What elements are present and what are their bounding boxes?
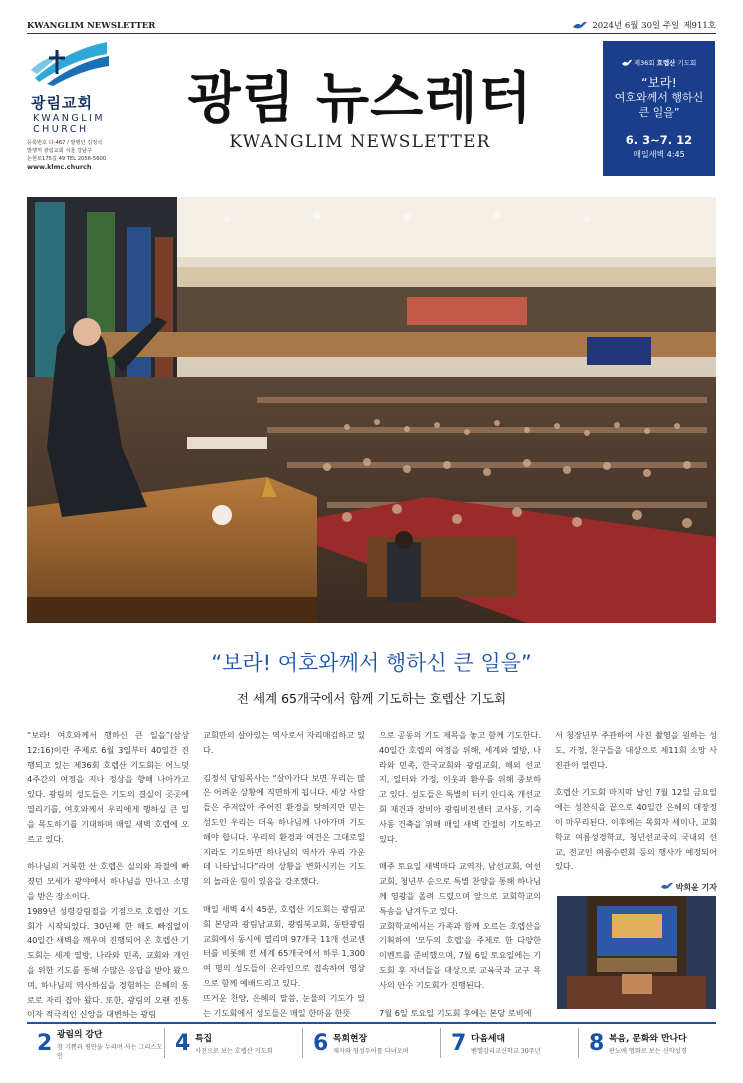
promo-quote-line: 여호와께서 행하신 — [614, 91, 704, 104]
footer-item-page-6[interactable] — [303, 1028, 441, 1058]
church-logo-icon — [27, 40, 111, 88]
page-number: 7 — [451, 1030, 467, 1056]
article-column-2 — [203, 728, 365, 1033]
publication-info-line: 논현로175길 49 TEL 2056-5600 — [27, 156, 107, 162]
article-paragraph: 호렙산 기도회 마지막 날인 7월 12일 금요일에는 성찬식을 끝으로 40일간 은혜의 대장정이 마무리된다. 이후에는 목회자 세미나, 교회학교 여름성경학교, 청년선교국의 국내외 선교, 전교인 여름수련회 등의 행사가 예정되어 있다. — [555, 787, 717, 872]
article-paragraph: 서 청장년부 주관하여 사진 촬영을 원하는 성도, 가정, 친구들을 대상으로 제11회 소망 사진관이 열린다. — [555, 730, 717, 770]
dove-icon — [572, 20, 588, 30]
inset-photo — [557, 896, 716, 1009]
promo-quote-line: 큰 일을” — [638, 106, 680, 119]
article-headline: “보라! 여호와께서 행하신 큰 일을” — [211, 651, 532, 675]
section-title: 다음세대 — [471, 1034, 505, 1044]
article-paragraph: 1989년 성령강림절을 기점으로 호렙산 기도회가 시작되었다. 30년째 한 해도 빠짐없이 40일간 새벽을 깨우며 진행되어 온 호렙산 기도회는 세계 열방, 나라와 민족, 교회와 개인을 위한 기도를 통해 수많은 응답을 받아 왔으며, 하나님의 역사하심을 경험하는 은혜의 통로로 자리 잡아 왔다. 또한, 광림의 오랜 전통이자 적극적인 신앙을 대변하는 광림 — [27, 905, 189, 1020]
section-title: 특집 — [195, 1034, 212, 1044]
church-name-en-2: CHURCH — [33, 124, 89, 135]
masthead-title: 광림 뉴스레터 — [187, 66, 533, 130]
page-number: 6 — [313, 1030, 329, 1056]
publication-info-line: 발행처 광림교회 서울 강남구 — [27, 148, 93, 154]
article-paragraph: 교회만의 살아있는 역사로서 자리매김하고 있다. — [203, 730, 365, 755]
footer-item-page-8[interactable] — [579, 1028, 716, 1058]
promo-time: 매일새벽 4:45 — [633, 150, 685, 159]
publication-info — [27, 139, 152, 171]
article-paragraph: 매일 새벽 4시 45분, 호렙산 기도회는 광림교회 본당과 광림남교회, 광림북교회, 동탄광림교회에서 동시에 열리며 97개국 11개 선교센터를 비롯해 전 세계 65개국에서 하루 1,300여 명의 성도들이 온라인으로 접속하여 영상으로 함께 예배드리고 있다. — [203, 903, 365, 988]
article-paragraph: 으로 공동의 기도 제목을 놓고 함께 기도한다. 40일간 호렙의 여정을 위해, 세계와 열방, 나라와 민족, 한국교회와 광림교회, 해외 선교지, 일터와 가정, 이웃과 환우를 위해 중보하고 있다. 성도들은 특별히 터키 안디옥 개선교회 재건과 장비아 광림비전센터 교사동, 기숙사동 건축을 위해 매일 새벽 간절히 기도하고 있다. — [379, 730, 541, 844]
article-byline — [555, 881, 717, 896]
section-title: 목회현장 — [333, 1034, 367, 1044]
publication-info-line: 등록번호 다-467 / 발행인 김정석 — [27, 140, 103, 146]
dove-icon — [661, 882, 673, 890]
article-paragraph: 7월 6일 토요일 기도회 후에는 본당 로비에 — [379, 1007, 532, 1018]
promo-quote-line: “보라! — [641, 75, 677, 90]
section-subtitle: 판노에 명화로 보는 신약성경 — [609, 1048, 687, 1055]
prayer-meeting-promo — [603, 41, 715, 176]
promo-dates: 6. 3~7. 12 — [625, 133, 693, 147]
dove-icon — [622, 59, 632, 67]
sanctuary-stage-image — [557, 896, 716, 1009]
promo-quote — [603, 75, 715, 120]
article-subheadline: 전 세계 65개국에서 함께 기도하는 호렙산 기도회 — [236, 691, 507, 706]
promo-label — [603, 58, 715, 67]
section-subtitle: 제자와 영성두어를 다녀오며 — [333, 1048, 409, 1055]
main-photo — [27, 197, 716, 623]
article-column-1 — [27, 728, 189, 1035]
section-subtitle: 참 기쁨과 평안을 누리며 사는 그리스도인 — [57, 1043, 163, 1060]
promo-label-type: 기도회 — [677, 59, 697, 67]
issue-info — [572, 19, 716, 31]
top-bar — [27, 18, 716, 34]
article-column-4 — [555, 728, 717, 896]
article-paragraph: 김정석 담임목사는 “살아가다 보면 우리는 많은 어려운 상황에 직면하게 됩니다. 세상 사람들은 주저앉아 주어진 환경을 탓하지만 믿는 성도인 우리는 더욱 하나님께 나아가며 기도해야 합니다. 우리의 환경과 여건은 그대로일지라도 기도하면 하나님의 역사가 우리 가운데 나타납니다”라며 상황을 변화시키는 기도의 놀라운 힘이 있음을 강조했다. — [203, 772, 365, 887]
contents-footer — [27, 1022, 716, 1058]
footer-item-page-4[interactable] — [165, 1028, 303, 1058]
church-name-kr: 광림교회 — [31, 94, 93, 112]
footer-item-page-2[interactable] — [27, 1028, 165, 1058]
masthead-subtitle: KWANGLIM NEWSLETTER — [229, 132, 491, 152]
article-paragraph: 뜨거운 찬양, 은혜의 말씀, 눈물의 기도가 있는 기도회에서 성도들은 매일 한마음 한뜻 — [203, 992, 365, 1018]
byline-name: 박희윤 기자 — [675, 883, 717, 893]
church-logo-block — [27, 40, 152, 171]
section-subtitle: 벧엘감리교신학교 30주년 — [471, 1048, 541, 1055]
issue-number: 제911호 — [683, 21, 716, 31]
article-column-3 — [379, 728, 541, 1033]
masthead — [180, 62, 540, 152]
article-paragraph: 교회학교에서는 가족과 함께 오르는 호렙산을 기획하여 '모두의 호렙'을 주제로 한 다양한 이벤트를 준비했으며, 7월 6일 토요일에는 기도회 후 자녀들을 대상으로 교육국과 교구 목사의 안수 기도회가 진행된다. — [379, 920, 541, 990]
promo-label-edition: 제36회 — [633, 59, 655, 67]
section-title: 복음, 문화와 만나다 — [609, 1034, 687, 1044]
article-paragraph: 매주 토요일 새벽마다 교역자, 남선교회, 여선교회, 청년부 순으로 특별 찬양을 통해 하나님께 영광을 올려 드렸으며 앞으로 교회학교의 특송을 남겨두고 있다. — [379, 861, 541, 916]
issue-date: 2024년 6월 30일 주일 — [592, 21, 680, 31]
page-number: 4 — [175, 1030, 191, 1056]
sanctuary-worship-image — [27, 197, 716, 623]
church-name-en-1: KWANGLIM — [33, 113, 106, 124]
article-paragraph: 하나님의 거룩한 산 호렙은 실의와 좌절에 빠졌던 모세가 광야에서 하나님을 만나고 소명을 받은 장소이다. — [27, 861, 189, 901]
page-number: 8 — [589, 1030, 605, 1056]
section-subtitle: 사진으로 보는 호렙산 기도회 — [195, 1048, 273, 1055]
promo-label-name: 호렙산 — [656, 59, 676, 67]
page-number: 2 — [37, 1030, 53, 1056]
section-title: 광림의 강단 — [57, 1029, 103, 1040]
website-link[interactable]: www.klmc.church — [27, 163, 92, 171]
newsletter-label: KWANGLIM NEWSLETTER — [27, 21, 156, 31]
footer-item-page-7[interactable] — [441, 1028, 579, 1058]
article-paragraph: “보라! 여호와께서 행하신 큰 일을”(삼상 12:16)이란 주제로 6월 3일부터 40일간 진행되고 있는 제36회 호렙산 기도회는 어느덧 4주간의 여정을 지나 정상을 향해 나아가고 있다. 광림의 성도들은 기도의 결실이 곳곳에 열리기를, 여호와께서 우리에게 행하실 큰 일을 목도하기를 기대하며 매일 새벽 호렙에 오르고 있다. — [27, 730, 189, 844]
